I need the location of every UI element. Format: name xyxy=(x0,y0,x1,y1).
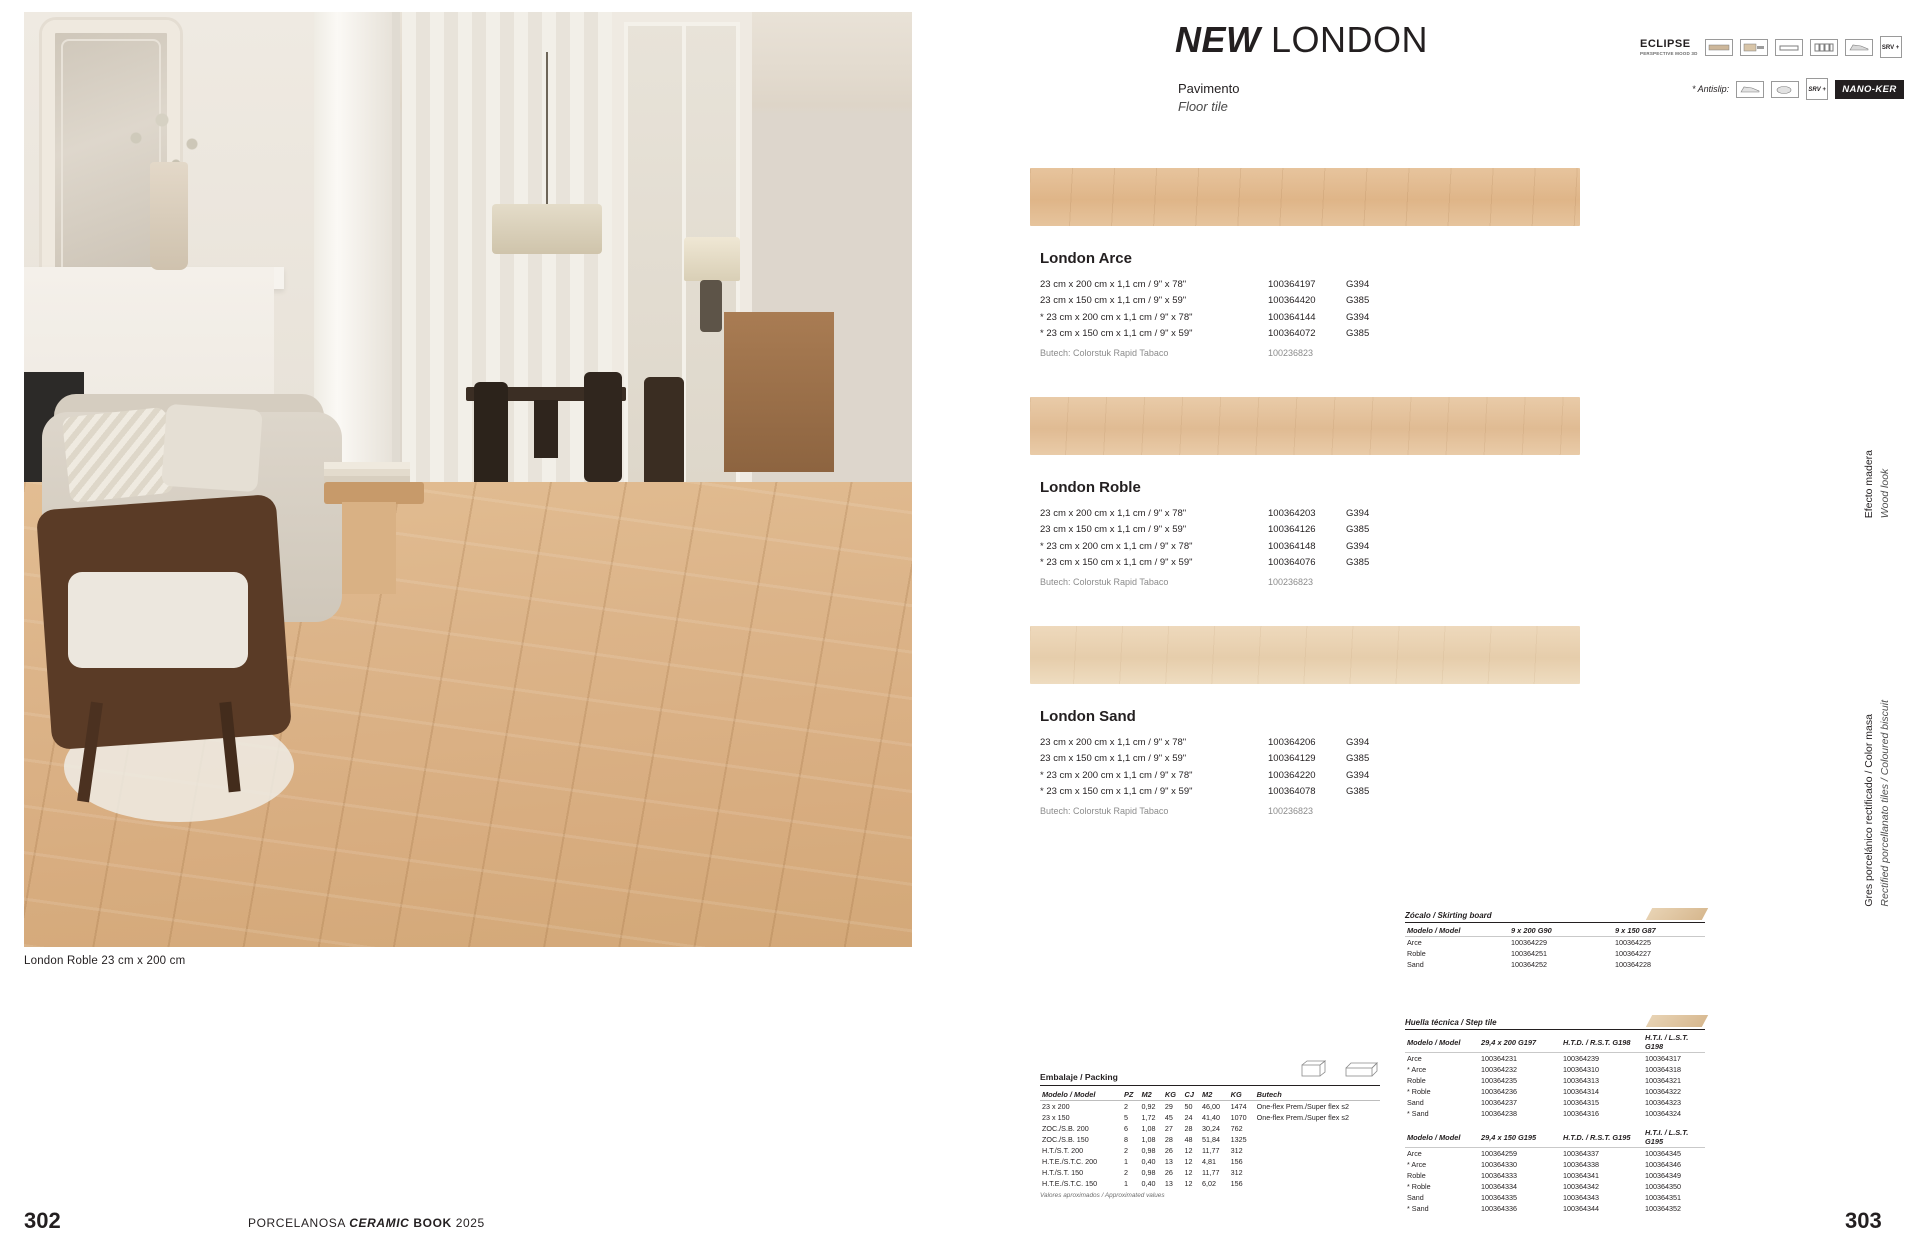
antislip-row xyxy=(1692,78,1904,100)
table-row: H.T.E./S.T.C. 150 1 0,40 13 12 6,02 156 xyxy=(1042,1179,1243,1188)
table-row: Sand 100364237 100364315 100364323 xyxy=(1407,1098,1681,1107)
step-tile-header-row xyxy=(1405,1032,1705,1053)
barefoot-icon xyxy=(1771,81,1799,98)
product-code: 100364078 xyxy=(1268,785,1316,797)
product-row xyxy=(1040,310,1600,326)
dining-chair xyxy=(584,372,622,482)
step-col-lst: H.T.I. / L.S.T. G198 xyxy=(1643,1032,1705,1053)
butech-code: 100236823 xyxy=(1268,577,1314,588)
step-col-rst: H.T.D. / R.S.T. G198 xyxy=(1561,1032,1643,1053)
product-size: 23 cm x 200 cm x 1,1 cm / 9" x 78" xyxy=(1040,508,1187,519)
side-table-top xyxy=(324,482,424,504)
table-row: Roble 100364251 100364227 xyxy=(1407,949,1651,958)
eclipse-label: ECLIPSE xyxy=(1640,38,1691,50)
step-tile-grid-150 xyxy=(1405,1127,1705,1214)
table-row: Arce 100364231 100364239 100364317 xyxy=(1407,1054,1681,1063)
floor-use-icon xyxy=(1775,39,1803,56)
subtitle-en: Floor tile xyxy=(1178,98,1228,114)
table-row: Arce 100364229 100364225 xyxy=(1407,938,1651,947)
shoe-slip-icon xyxy=(1845,39,1873,56)
packing-col-cj: CJ xyxy=(1183,1089,1201,1101)
title-london: LONDON xyxy=(1271,19,1429,60)
product-size: 23 cm x 200 cm x 1,1 cm / 9" x 78" xyxy=(1040,279,1187,290)
product-row xyxy=(1040,277,1600,293)
product-row xyxy=(1040,735,1600,751)
product-row xyxy=(1040,768,1600,784)
packing-col-kg: KG xyxy=(1163,1089,1183,1101)
table-row: H.T./S.T. 150 2 0,98 26 12 11,77 312 xyxy=(1042,1168,1243,1177)
packing-header-row xyxy=(1040,1089,1380,1101)
product-code: 100364197 xyxy=(1268,279,1316,290)
packing-note: Valores aproximados / Approximated values xyxy=(1040,1192,1165,1199)
subtitle-es: Pavimento xyxy=(1178,81,1240,96)
step-tile-table xyxy=(1405,1015,1705,1214)
product-block-sand xyxy=(1040,708,1600,816)
eclipse-sublabel: PERSPECTIVE MOOD 3D xyxy=(1640,51,1698,56)
side-note-en: Wood look xyxy=(1878,468,1891,519)
skirting-col-9x200: 9 x 200 G90 xyxy=(1509,925,1613,937)
step-tile-title-row xyxy=(1405,1015,1705,1030)
certification-icon-bar xyxy=(1640,36,1902,58)
side-note-es: Efecto madera xyxy=(1863,450,1875,519)
table-row: 23 x 150 5 1,72 45 24 41,40 1070 One-flex Prem./Super flex s2 xyxy=(1042,1113,1349,1122)
product-code: 100364220 xyxy=(1268,769,1316,781)
stacked-books xyxy=(324,462,410,484)
packing-col-m2-total: M2 xyxy=(1200,1089,1229,1101)
product-code: 100364144 xyxy=(1268,311,1316,323)
shoe-icon xyxy=(1736,81,1764,98)
product-grade: G394 xyxy=(1346,311,1370,323)
product-grade: G394 xyxy=(1346,508,1370,519)
product-row xyxy=(1040,506,1600,522)
table-row: * Arce 100364330 100364338 100364346 xyxy=(1407,1160,1681,1169)
product-size: * 23 cm x 150 cm x 1,1 cm / 9" x 59" xyxy=(1040,785,1193,797)
photo-caption: London Roble 23 cm x 200 cm xyxy=(24,955,186,967)
table-row: * Arce 100364232 100364310 100364318 xyxy=(1407,1065,1681,1074)
product-block-arce xyxy=(1040,250,1600,358)
product-grade: G394 xyxy=(1346,279,1370,290)
product-grade: G394 xyxy=(1346,737,1370,748)
skirting-col-model: Modelo / Model xyxy=(1405,925,1509,937)
skirting-title-row xyxy=(1405,908,1705,923)
product-row xyxy=(1040,522,1600,538)
product-row xyxy=(1040,539,1600,555)
step-col-size-2: 29,4 x 150 G195 xyxy=(1479,1127,1561,1148)
product-row xyxy=(1040,784,1600,800)
page-number-right: 303 xyxy=(1845,1208,1882,1233)
product-row xyxy=(1040,293,1600,309)
skirting-tile-icon xyxy=(1646,908,1708,920)
table-row: ZOC./S.B. 150 8 1,08 28 48 51,84 1325 xyxy=(1042,1135,1247,1144)
skirting-table xyxy=(1405,908,1705,970)
srv-badge-2: SRV + xyxy=(1806,78,1828,100)
butech-code: 100236823 xyxy=(1268,806,1314,817)
product-grade: G385 xyxy=(1346,785,1370,797)
product-code: 100364072 xyxy=(1268,327,1316,339)
step-tile-title: Huella técnica / Step tile xyxy=(1405,1018,1497,1027)
side-note-material xyxy=(1862,700,1894,907)
table-row: * Sand 100364336 100364344 100364352 xyxy=(1407,1204,1681,1213)
dining-chair xyxy=(474,382,508,492)
pendant-lamp xyxy=(492,204,602,254)
packing-title-row xyxy=(1040,1060,1380,1086)
product-code: 100364203 xyxy=(1268,508,1316,519)
table-row: H.T./S.T. 200 2 0,98 26 12 11,77 312 xyxy=(1042,1146,1243,1155)
subtitle xyxy=(1178,80,1239,115)
packing-table xyxy=(1040,1060,1380,1199)
nanoker-logo: NANO-KER xyxy=(1835,80,1903,99)
title-new: NEW xyxy=(1175,19,1261,60)
product-size: 23 cm x 150 cm x 1,1 cm / 9" x 59" xyxy=(1040,524,1187,536)
vase xyxy=(150,162,188,270)
product-code: 100364126 xyxy=(1268,524,1316,536)
table-row: * Roble 100364236 100364314 100364322 xyxy=(1407,1087,1681,1096)
packing-grid xyxy=(1040,1089,1380,1189)
packing-col-m2: M2 xyxy=(1140,1089,1163,1101)
table-lamp-shade xyxy=(684,237,740,281)
packing-title: Embalaje / Packing xyxy=(1040,1072,1118,1082)
table-row: Roble 100364235 100364313 100364321 xyxy=(1407,1076,1681,1085)
product-grade: G385 xyxy=(1346,556,1370,568)
footer-brand-name: PORCELANOSA xyxy=(248,1216,346,1230)
cushion xyxy=(161,404,262,492)
product-size: * 23 cm x 150 cm x 1,1 cm / 9" x 59" xyxy=(1040,556,1193,568)
butech-label: Butech: Colorstuk Rapid Tabaco xyxy=(1040,348,1169,359)
footer-brand xyxy=(248,1216,485,1230)
skirting-col-9x150: 9 x 150 G87 xyxy=(1613,925,1705,937)
butech-row xyxy=(1040,348,1600,358)
tile-swatch-roble xyxy=(1030,397,1580,455)
packing-col-model: Modelo / Model xyxy=(1040,1089,1122,1101)
packing-col-pz: PZ xyxy=(1122,1089,1140,1101)
butech-row xyxy=(1040,806,1600,816)
product-code: 100364420 xyxy=(1268,295,1316,307)
interior-photo xyxy=(24,12,912,947)
stack-icon xyxy=(1810,39,1838,56)
product-grade: G394 xyxy=(1346,540,1370,552)
tile-swatch-sand xyxy=(1030,626,1580,684)
packing-col-butech: Butech xyxy=(1255,1089,1380,1101)
table-row: Sand 100364252 100364228 xyxy=(1407,960,1651,969)
skirting-grid xyxy=(1405,925,1705,970)
product-size: * 23 cm x 200 cm x 1,1 cm / 9" x 78" xyxy=(1040,311,1193,323)
dining-table-leg xyxy=(534,400,558,458)
packing-col-kg-total: KG xyxy=(1229,1089,1255,1101)
product-code: 100364076 xyxy=(1268,556,1316,568)
room-scene xyxy=(24,12,912,947)
antislip-label: * Antislip: xyxy=(1692,84,1730,94)
butech-row xyxy=(1040,577,1600,587)
skirting-header-row xyxy=(1405,925,1705,937)
step-tile-grid-200 xyxy=(1405,1032,1705,1119)
footer-year: 2025 xyxy=(455,1216,485,1230)
table-row: Sand 100364335 100364343 100364351 xyxy=(1407,1193,1681,1202)
tile-swatch-arce xyxy=(1030,168,1580,226)
table-row: ZOC./S.B. 200 6 1,08 27 28 30,24 762 xyxy=(1042,1124,1243,1133)
product-size: 23 cm x 150 cm x 1,1 cm / 9" x 59" xyxy=(1040,295,1187,307)
product-name: London Roble xyxy=(1040,479,1141,496)
page-number-left: 302 xyxy=(24,1208,61,1233)
product-row xyxy=(1040,751,1600,767)
table-row: H.T.E./S.T.C. 200 1 0,40 13 12 4,81 156 xyxy=(1042,1157,1243,1166)
product-grade: G385 xyxy=(1346,753,1370,765)
product-size: * 23 cm x 150 cm x 1,1 cm / 9" x 59" xyxy=(1040,327,1193,339)
step-col-lst-2: H.T.I. / L.S.T. G195 xyxy=(1643,1127,1705,1148)
side-note-material-en: Rectified porcellanato tiles / Coloured biscuit xyxy=(1878,700,1891,907)
thickness-icon xyxy=(1740,39,1768,56)
step-tile-icon xyxy=(1646,1015,1708,1027)
patterned-cushion xyxy=(62,407,174,503)
product-grade: G385 xyxy=(1346,327,1370,339)
step-col-rst-2: H.T.D. / R.S.T. G195 xyxy=(1561,1127,1643,1148)
product-grade: G394 xyxy=(1346,769,1370,781)
table-row: 23 x 200 2 0,92 29 50 46,00 1474 One-flex Prem./Super flex s2 xyxy=(1042,1102,1349,1111)
page-title xyxy=(1175,19,1429,60)
product-size: * 23 cm x 200 cm x 1,1 cm / 9" x 78" xyxy=(1040,769,1193,781)
table-row: * Sand 100364238 100364316 100364324 xyxy=(1407,1109,1681,1118)
product-grade: G385 xyxy=(1346,524,1370,536)
step-col-model: Modelo / Model xyxy=(1405,1032,1479,1053)
product-row xyxy=(1040,326,1600,342)
table-row: * Roble 100364334 100364342 100364350 xyxy=(1407,1182,1681,1191)
side-table-base xyxy=(342,502,396,594)
footer-brand-book: BOOK xyxy=(413,1216,452,1230)
packing-icons xyxy=(1294,1060,1380,1082)
butech-label: Butech: Colorstuk Rapid Tabaco xyxy=(1040,577,1169,588)
product-grade: G385 xyxy=(1346,295,1370,307)
footer-brand-ceramic: CERAMIC xyxy=(349,1216,410,1230)
step-col-size: 29,4 x 200 G197 xyxy=(1479,1032,1561,1053)
product-code: 100364206 xyxy=(1268,737,1316,748)
table-lamp-base xyxy=(700,280,722,332)
side-note-material-es: Gres porcelánico rectificado / Color masa xyxy=(1863,714,1875,907)
product-code: 100364129 xyxy=(1268,753,1316,765)
table-row: Roble 100364333 100364341 100364349 xyxy=(1407,1171,1681,1180)
skirting-title: Zócalo / Skirting board xyxy=(1405,911,1492,920)
product-code: 100364148 xyxy=(1268,540,1316,552)
product-name: London Arce xyxy=(1040,250,1132,267)
table-row: Arce 100364259 100364337 100364345 xyxy=(1407,1149,1681,1158)
dining-chair xyxy=(644,377,684,487)
product-size: * 23 cm x 200 cm x 1,1 cm / 9" x 78" xyxy=(1040,540,1193,552)
side-note-wood-look xyxy=(1862,450,1894,518)
step-col-model-2: Modelo / Model xyxy=(1405,1127,1479,1148)
product-name: London Sand xyxy=(1040,708,1136,725)
product-size: 23 cm x 150 cm x 1,1 cm / 9" x 59" xyxy=(1040,753,1187,765)
butech-code: 100236823 xyxy=(1268,348,1314,359)
pendant-cord xyxy=(546,52,548,207)
step-tile-header-row-2 xyxy=(1405,1127,1705,1148)
product-row xyxy=(1040,555,1600,571)
armchair-cushion xyxy=(68,572,248,668)
sideboard xyxy=(724,312,834,472)
eclipse-logo xyxy=(1640,38,1698,56)
tile-edge-icon xyxy=(1705,39,1733,56)
product-size: 23 cm x 200 cm x 1,1 cm / 9" x 78" xyxy=(1040,737,1187,748)
srv-badge: SRV + xyxy=(1880,36,1902,58)
butech-label: Butech: Colorstuk Rapid Tabaco xyxy=(1040,806,1169,817)
product-block-roble xyxy=(1040,479,1600,587)
